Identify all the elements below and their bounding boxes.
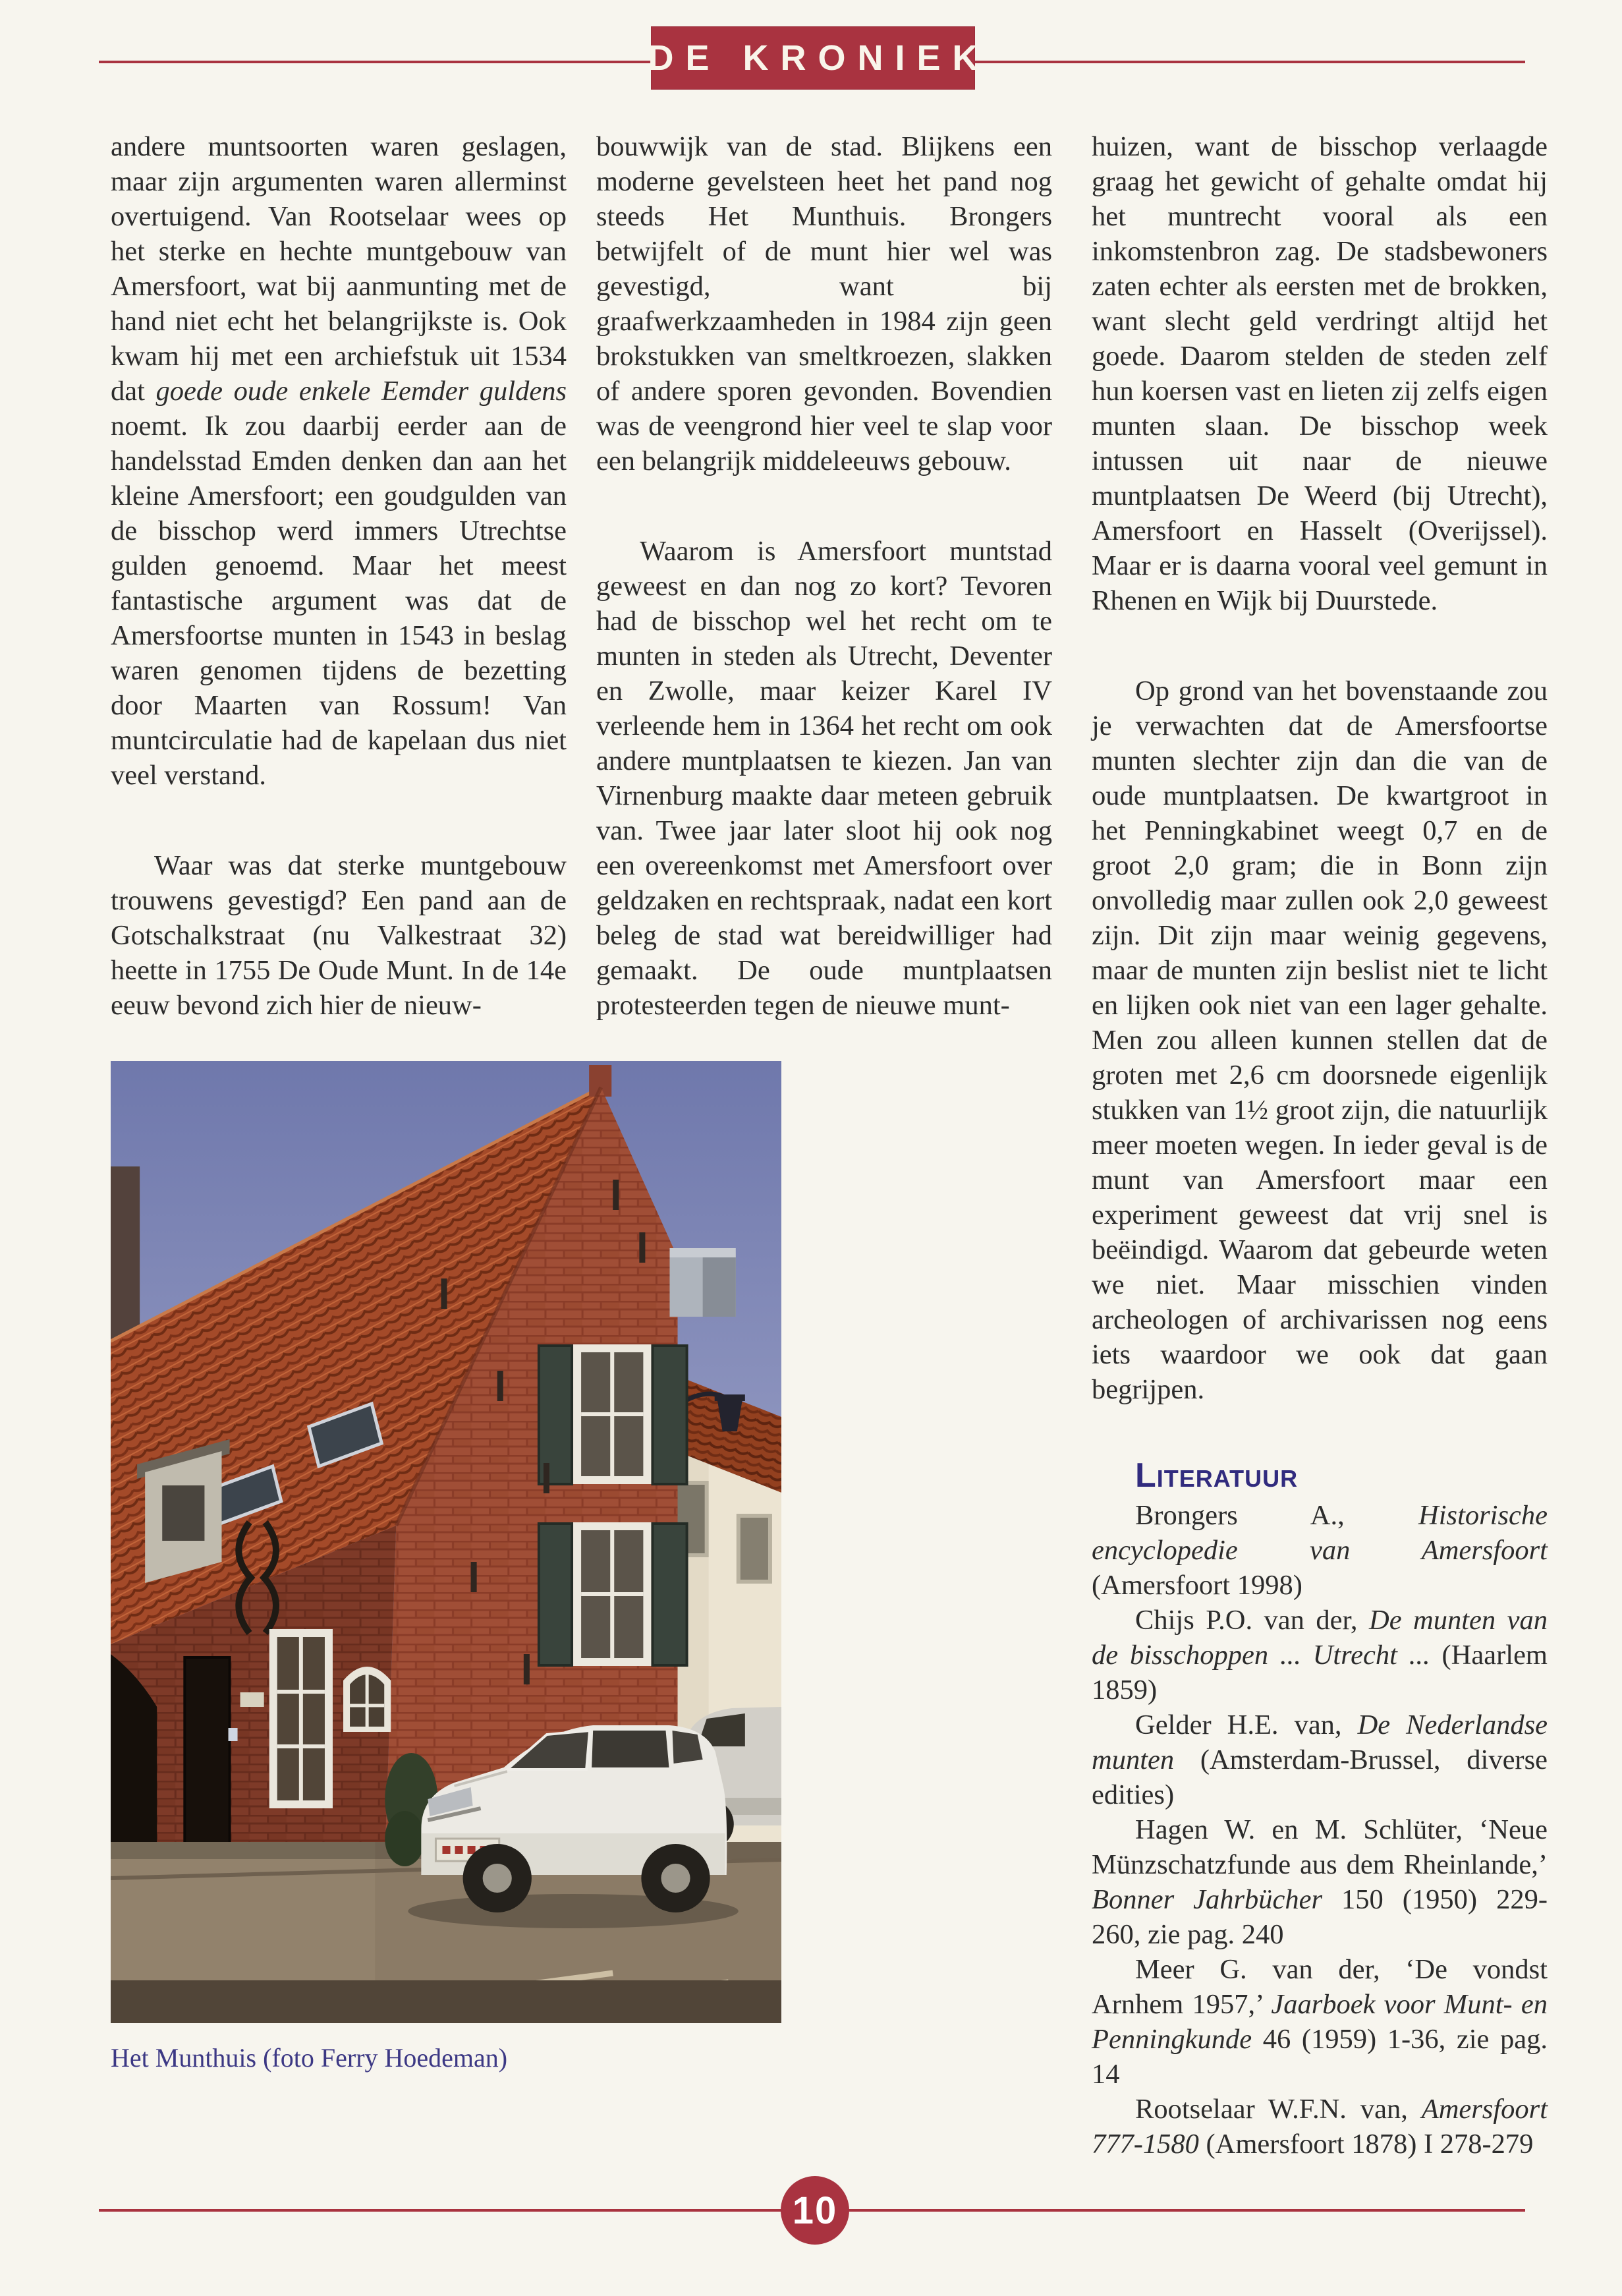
text-run: andere muntsoorten waren geslagen, maar zijn argumenten waren allerminst overtuigend. Van Rootselaar wees op het sterke en hechte muntgebouw van Amersfoort, wat bij aanmunting met de hand niet echt het belangrijkste is. Ook kwam hij met een archiefstuk uit 1534 dat — [111, 131, 567, 407]
text-run: Waar was dat sterke muntgebouw trouwens gevestigd? Een pand aan de Gotschalkstraat (nu Valkestraat 32) heette in 1755 De Oude Munt. In de 14e eeuw bevond zich hier de nieuw- — [111, 850, 567, 1021]
text-run: Gelder H.E. van, — [1135, 1709, 1358, 1740]
paragraph — [1092, 674, 1548, 1407]
text-run: Hagen W. en M. Schlüter, ‘Neue Münzschatzfunde aus dem Rheinlande,’ — [1092, 1814, 1548, 1880]
masthead — [648, 26, 990, 90]
column-3-wrap — [1092, 129, 1550, 2162]
paragraph — [1092, 1603, 1548, 1708]
paragraph — [1092, 2092, 1548, 2162]
italic-text: De Nederlandse munten — [1092, 1709, 1548, 1775]
text-run: huizen, want de bisschop verlaagde graag het gewicht of gehalte omdat hij het muntrecht vooral als een inkomstenbron zag. De stadsbewoners zaten echter als eersten met de brokken, want slecht geld verdringt altijd het goede. Daarom stelden de steden zelf hun koersen vast en lieten zij zelfs eigen munten slaan. De bisschop week intussen uit naar de nieuwe muntplaatsen De Weerd (bij Utrecht), Amersfoort en Hasselt (Overijssel). Maar er is daarna vooral veel gemunt in Rhenen en Wijk bij Duurstede. — [1092, 131, 1548, 616]
dormer — [137, 1439, 229, 1583]
arched-window — [343, 1667, 391, 1732]
page-number-badge — [781, 2176, 849, 2245]
text-run: noemt. Ik zou daarbij eerder aan de handelsstad Emden denken dan aan het kleine Amersfoort; een goudgulden van de bisschop werd immers Utrechtse gulden genoemd. Maar het meest fantastische argument was dat de Amersfoortse munten in 1543 in beslag waren genomen tijdens de bezetting door Maarten van Rossum! Van muntcirculatie had de kapelaan dus niet veel verstand. — [111, 411, 567, 791]
italic-text: Jaarboek voor Munt- en Penningkunde — [1092, 1989, 1548, 2055]
sash-window — [269, 1629, 333, 1808]
paragraph — [111, 129, 567, 793]
literature-section — [1092, 1457, 1548, 2162]
text-run: Meer G. van der, ‘De vondst Arnhem 1957,’ — [1092, 1954, 1548, 2020]
literature-entries — [1092, 1498, 1548, 2162]
italic-text: Amersfoort 777-1580 — [1092, 2094, 1548, 2160]
photo-caption: Het Munthuis (foto Ferry Hoedeman) — [111, 2043, 508, 2073]
text-run: (Amsterdam-Brussel, diverse edities) — [1092, 1744, 1548, 1810]
text-run: bouwwijk van de stad. Blijkens een moderne gevelsteen heet het pand nog steeds Het Munthuis. Brongers betwijfelt of de munt hier wel was gevestigd, want bij graafwerkzaamheden in 1984 zijn geen brokstukken van smeltkroezen, slakken of andere sporen gevonden. Bovendien was de veengrond hier veel te slap voor een belangrijk middeleeuws gebouw. — [596, 131, 1052, 476]
article-column-3 — [1092, 129, 1548, 1407]
paragraph — [111, 848, 567, 1023]
hoist-box — [670, 1248, 736, 1317]
text-run: (Haarlem 1859) — [1092, 1640, 1548, 1706]
text-run: Waarom is Amersfoort muntstad geweest en dan nog zo kort? Tevoren had de bisschop wel het recht om te munten in steden als Utrecht, Deventer en Zwolle, maar keizer Karel IV verleende hem in 1364 het recht om ook andere muntplaatsen te kiezen. Jan van Virnenburg maakte daar meteen gebruik van. Twee jaar later sloot hij ook nog een overeenkomst met Amersfoort over geldzaken en rechtspraak, nadat een kort beleg de stad wat bereidwilliger had gemaakt. De oude muntplaatsen protesteerden tegen de nieuwe munt- — [596, 536, 1052, 1021]
italic-text: Historische encyclopedie van Amersfoort — [1092, 1500, 1548, 1566]
text-run: Op grond van het bovenstaande zou je verwachten dat de Amersfoortse munten slechter zijn dan die van de oude muntplaatsen. De kwartgroot in het Penningkabinet weegt 0,7 en de groot 2,0 gram; die in Bonn zijn onvolledig maar zullen ook 2,0 geweest zijn. Dit zijn maar weinig gegevens, maar de munten zijn beslist niet te licht en lijken ook niet van een lager gehalte. Men zou alleen kunnen stellen dat de groten met 2,6 cm doorsnede eigenlijk stukken van 1½ groot zijn, die natuurlijk meer moeten wegen. In ieder geval is de munt van Amersfoort maar een experiment geweest dat vrij snel is beëindigd. Waarom dat gebeurde weten we niet. Maar misschien vinden archeologen of archivarissen nog eens iets waardoor we ook dat gaan begrijpen. — [1092, 675, 1548, 1405]
text-run: Brongers A., — [1135, 1500, 1419, 1531]
paragraph — [1092, 1812, 1548, 1952]
small-sign — [229, 1728, 238, 1741]
shuttered-window-lower — [539, 1522, 687, 1666]
text-run: (Amersfoort 1998) — [1092, 1570, 1302, 1601]
literature-heading: Literatuur — [1135, 1456, 1299, 1495]
article-column-2 — [596, 129, 1052, 1023]
paragraph — [1092, 129, 1548, 618]
text-run: (Amersfoort 1878) I 278-279 — [1198, 2129, 1534, 2160]
shuttered-window-upper — [539, 1344, 687, 1484]
black-door — [184, 1657, 229, 1855]
paragraph — [1092, 1952, 1548, 2092]
paragraph — [1092, 1498, 1548, 1603]
italic-text: goede oude enkele Eemder guldens — [155, 376, 567, 407]
italic-text: De munten van de bisschoppen ... Utrecht ... — [1092, 1605, 1548, 1671]
magazine-title: DE KRONIEK — [648, 38, 990, 78]
paragraph — [1092, 1708, 1548, 1812]
gable-stone-plaque — [240, 1692, 264, 1707]
photo-munthuis — [111, 1061, 781, 2073]
text-run: Chijs P.O. van der, — [1135, 1605, 1370, 1636]
italic-text: Bonner Jahrbücher — [1092, 1884, 1323, 1915]
text-run: 46 (1959) 1-36, zie pag. 14 — [1092, 2024, 1548, 2090]
page-number: 10 — [792, 2189, 838, 2232]
column-2-wrap — [596, 129, 1052, 1023]
paragraph — [596, 534, 1052, 1023]
article-column-1 — [111, 129, 567, 1023]
house-photo-illustration — [111, 1061, 781, 2023]
text-run: Rootselaar W.F.N. van, — [1135, 2094, 1422, 2125]
text-run: 150 (1950) 229-260, zie pag. 240 — [1092, 1884, 1548, 1950]
paragraph — [596, 129, 1052, 478]
